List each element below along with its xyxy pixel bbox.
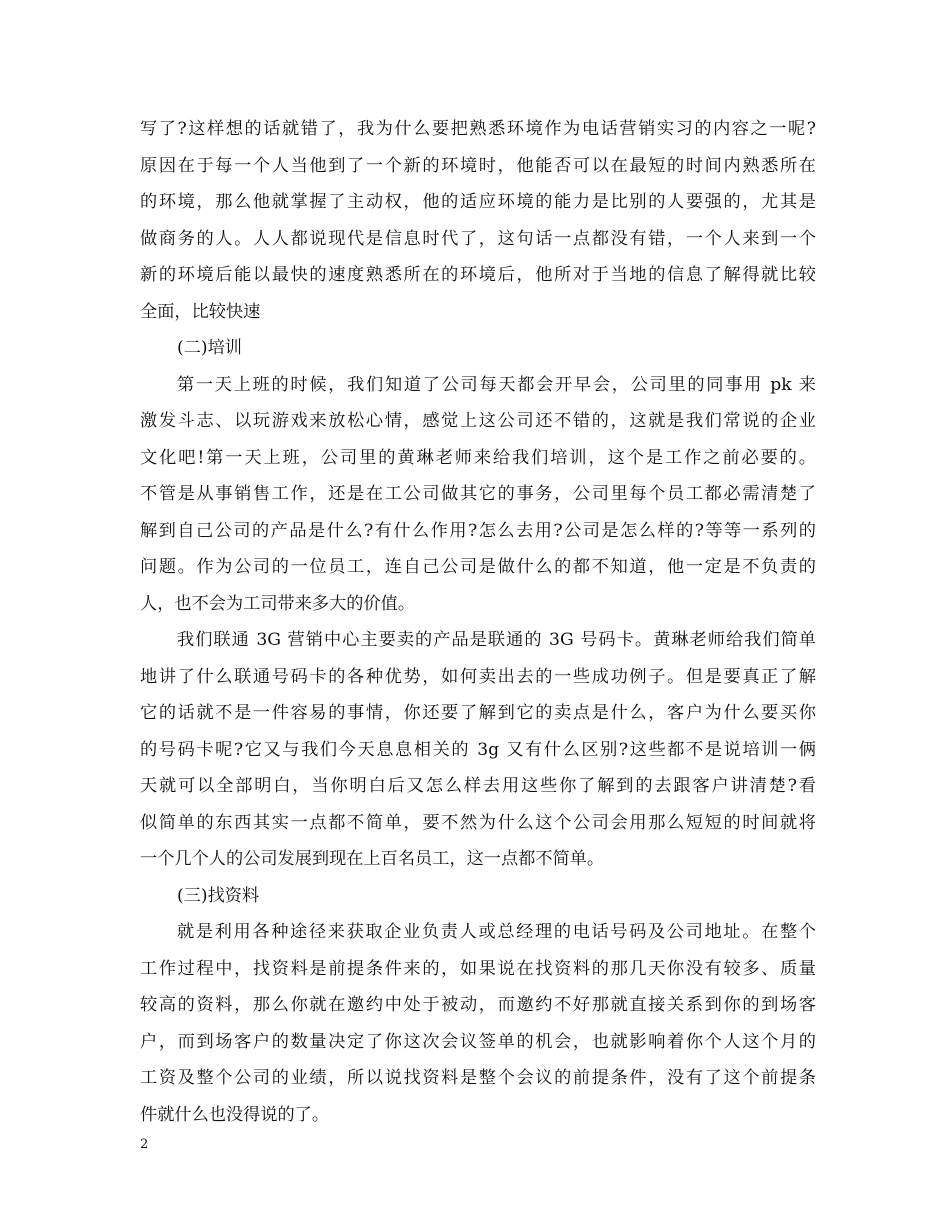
body-text xyxy=(140,111,816,1133)
text-line: 激发斗志、以玩游戏来放松心情，感觉上这公司还不错的，这就是我们常说的企业 xyxy=(140,411,816,431)
text-line: 地讲了什么联通号码卡的各种优势，如何卖出去的一些成功例子。但是要真正了解 xyxy=(140,666,816,687)
text-line: 就是利用各种途径来获取企业负责人或总经理的电话号码及公司地址。在整个 xyxy=(177,922,816,942)
text-line: 一个几个人的公司发展到现在上百名员工，这一点都不简单。 xyxy=(140,849,605,869)
text-line: 人，也不会为工司带来多大的价值。 xyxy=(140,593,416,614)
text-line: 较高的资料，那么你就在邀约中处于被动，而邀约不好那就直接关系到你的到场客 xyxy=(140,995,816,1015)
text-line: 工资及整个公司的业绩，所以说找资料是整个会议的前提条件，没有了这个前提条 xyxy=(140,1068,816,1088)
text-line: 写了?这样想的话就错了，我为什么要把熟悉环境作为电话营销实习的内容之一呢? xyxy=(140,119,816,139)
page-number: 2 xyxy=(140,1137,149,1152)
text-line: 新的环境后能以最快的速度熟悉所在的环境后，他所对于当地的信息了解得就比较 xyxy=(140,265,816,285)
section-heading: (三)找资料 xyxy=(177,885,260,906)
text-line: 问题。作为公司的一位员工，连自己公司是做什么的都不知道，他一定是不负责的 xyxy=(140,557,816,577)
section-heading: (二)培训 xyxy=(177,338,242,358)
text-line: 不管是从事销售工作，还是在工公司做其它的事务，公司里每个员工都必需清楚了 xyxy=(140,484,816,504)
text-line: 我们联通 3G 营销中心主要卖的产品是联通的 3G 号码卡。黄琳老师给我们简单 xyxy=(177,630,816,650)
text-line: 做商务的人。人人都说现代是信息时代了，这句话一点都没有错，一个人来到一个 xyxy=(140,228,816,249)
text-line: 工作过程中，找资料是前提条件来的，如果说在找资料的那几天你没有较多、质量 xyxy=(140,958,816,979)
text-line: 全面，比较快速 xyxy=(140,301,261,322)
text-line: 户，而到场客户的数量决定了你这次会议签单的机会，也就影响着你个人这个月的 xyxy=(140,1031,816,1052)
text-line: 原因在于每一个人当他到了一个新的环境时，他能否可以在最短的时间内熟悉所在 xyxy=(140,155,816,176)
text-line: 的号码卡呢?它又与我们今天息息相关的 3g 又有什么区别?这些都不是说培训一俩 xyxy=(140,739,816,760)
text-line: 件就什么也没得说的了。 xyxy=(140,1104,330,1125)
text-line: 第一天上班的时候，我们知道了公司每天都会开早会，公司里的同事用 pk 来 xyxy=(177,374,816,395)
text-line: 似简单的东西其实一点都不简单，要不然为什么这个公司会用那么短短的时间就将 xyxy=(140,812,816,833)
text-line: 解到自己公司的产品是什么?有什么作用?怎么去用?公司是怎么样的?等等一系列的 xyxy=(140,520,816,541)
text-line: 它的话就不是一件容易的事情，你还要了解到它的卖点是什么，客户为什么要买你 xyxy=(140,703,816,723)
text-line: 天就可以全部明白，当你明白后又怎么样去用这些你了解到的去跟客户讲清楚?看 xyxy=(140,776,816,796)
text-line: 文化吧!第一天上班，公司里的黄琳老师来给我们培训，这个是工作之前必要的。 xyxy=(140,447,816,468)
text-line: 的环境，那么他就掌握了主动权，他的适应环境的能力是比别的人要强的，尤其是 xyxy=(140,192,816,212)
